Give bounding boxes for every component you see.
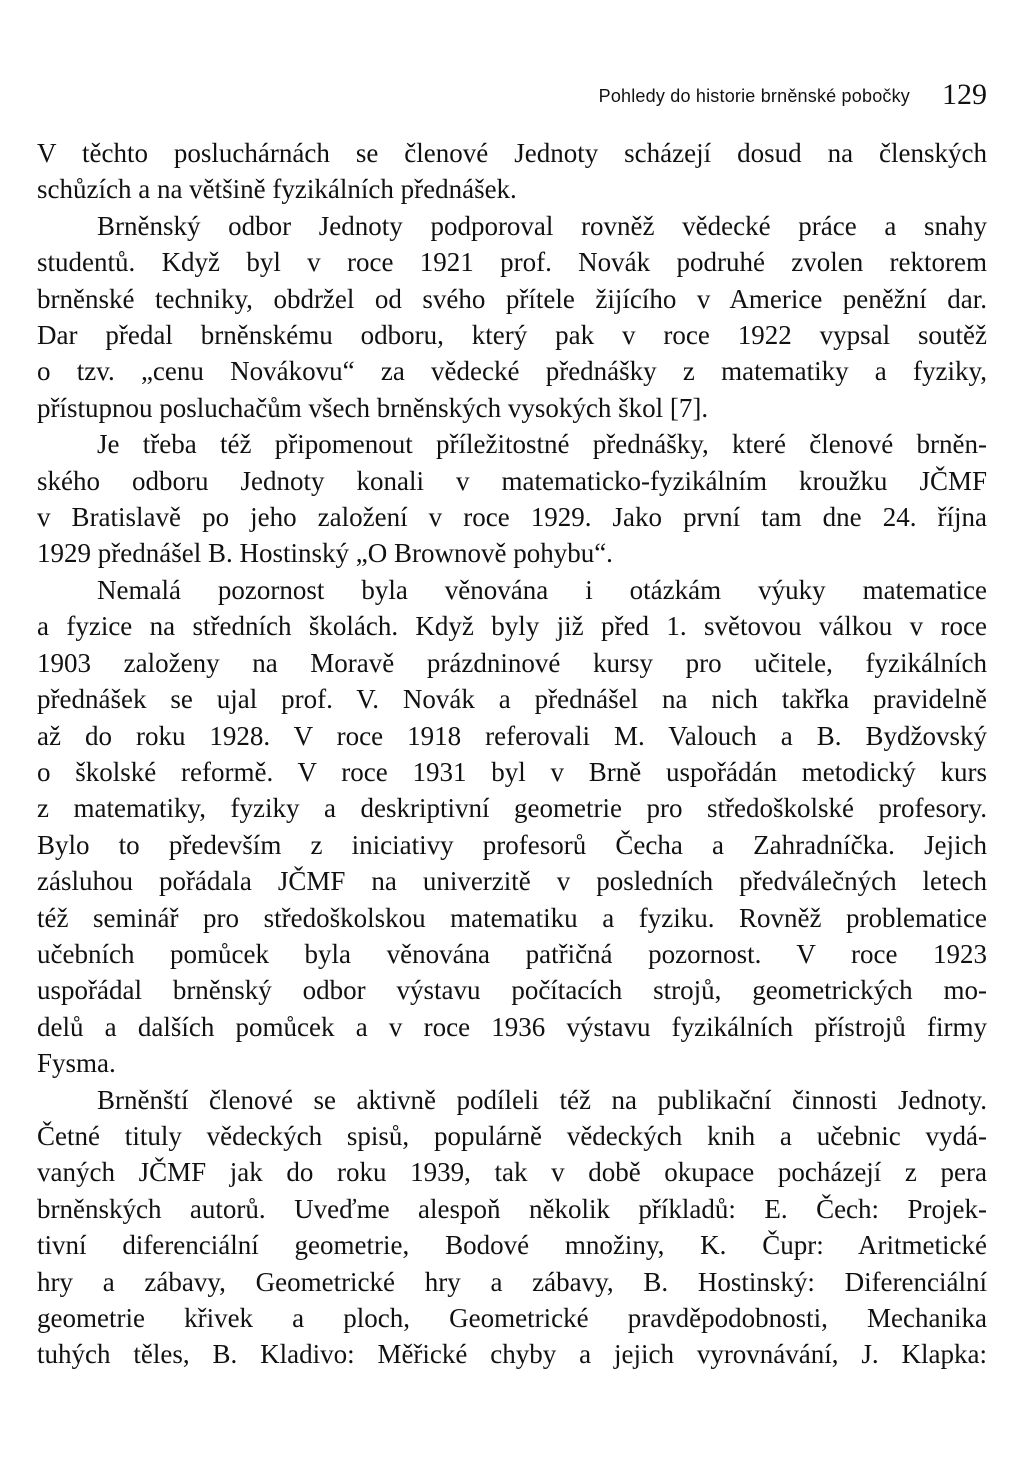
text-line: z matematiky, fyziky a deskriptivní geometrie pro středoškolské profesory.: [37, 793, 987, 824]
text-line: hry a zábavy, Geometrické hry a zábavy, B. Hostinský: Diferenciální: [37, 1266, 987, 1297]
text-line: tivní diferenciální geometrie, Bodové množiny, K. Čupr: Aritmetické: [37, 1230, 987, 1261]
text-line: V těchto posluchárnách se členové Jednoty scházejí dosud na členských: [37, 138, 987, 168]
text-line: o tzv. „cenu Novákovu“ za vědecké přednášky z matematiky a fyziky,: [37, 356, 987, 387]
text-line: tuhých těles, B. Kladivo: Měřické chyby a jejich vyrovnávání, J. Klapka:: [37, 1339, 987, 1370]
text-line: až do roku 1928. V roce 1918 referovali M. Valouch a B. Bydžovský: [37, 720, 987, 751]
text-line: studentů. Když byl v roce 1921 prof. Novák podruhé zvolen rektorem: [37, 247, 987, 278]
text-line: Je třeba též připomenout příležitostné přednášky, které členové brněn-: [97, 429, 987, 460]
text-line: geometrie křivek a ploch, Geometrické pravděpodobnosti, Mechanika: [37, 1303, 987, 1333]
text-line: učebních pomůcek byla věnována patřičná pozornost. V roce 1923: [37, 938, 987, 969]
text-line: o školské reformě. V roce 1931 byl v Brně uspořádán metodický kurs: [37, 756, 987, 787]
text-line: brněnské techniky, obdržel od svého přítele žijícího v Americe peněžní dar.: [37, 283, 987, 314]
text-line: Fysma.: [37, 1048, 116, 1079]
text-line: v Bratislavě po jeho založení v roce 1929. Jako první tam dne 24. října: [37, 502, 987, 533]
text-line: Četné tituly vědeckých spisů, populárně vědeckých knih a učebnic vydá-: [37, 1120, 987, 1151]
text-line: ského odboru Jednoty konali v matematicko-fyzikálním kroužku JČMF: [37, 465, 987, 496]
text-line: přístupnou posluchačům všech brněnských vysokých škol [7].: [37, 392, 709, 423]
text-line: též seminář pro středoškolskou matematiku a fyziku. Rovněž problematice: [37, 902, 987, 933]
text-line: uspořádal brněnský odbor výstavu počítacích strojů, geometrických mo-: [37, 975, 987, 1006]
text-line: Bylo to především z iniciativy profesorů Čecha a Zahradníčka. Jejich: [37, 829, 987, 860]
text-line: Brněnští členové se aktivně podíleli též na publikační činnosti Jednoty.: [97, 1084, 987, 1115]
text-line: 1903 založeny na Moravě prázdninové kursy pro učitele, fyzikálních: [37, 647, 987, 678]
text-line: Nemalá pozornost byla věnována i otázkám výuky matematice: [97, 574, 987, 605]
text-line: přednášek se ujal prof. V. Novák a přednášel na nich takřka pravidelně: [37, 684, 987, 715]
text-line: delů a dalších pomůcek a v roce 1936 výstavu fyzikálních přístrojů firmy: [37, 1011, 987, 1042]
text-line: Dar předal brněnskému odboru, který pak v roce 1922 vypsal soutěž: [37, 320, 987, 351]
text-line: vaných JČMF jak do roku 1939, tak v době okupace pocházejí z pera: [37, 1157, 987, 1188]
text-line: brněnských autorů. Uveďme alespoň několik příkladů: E. Čech: Projek-: [37, 1193, 987, 1224]
page-number: 129: [942, 78, 987, 111]
body-text: [37, 135, 987, 1373]
text-line: zásluhou pořádala JČMF na univerzitě v posledních předválečných letech: [37, 866, 987, 897]
text-line: Brněnský odbor Jednoty podporoval rovněž vědecké práce a snahy: [97, 210, 987, 241]
text-line: 1929 přednášel B. Hostinský „O Brownově pohybu“.: [37, 538, 613, 569]
running-header-title: Pohledy do historie brněnské pobočky: [598, 86, 910, 106]
text-line: schůzích a na většině fyzikálních přednášek.: [37, 174, 517, 205]
text-line: a fyzice na středních školách. Když byly již před 1. světovou válkou v roce: [37, 611, 987, 642]
running-header: [37, 78, 987, 114]
